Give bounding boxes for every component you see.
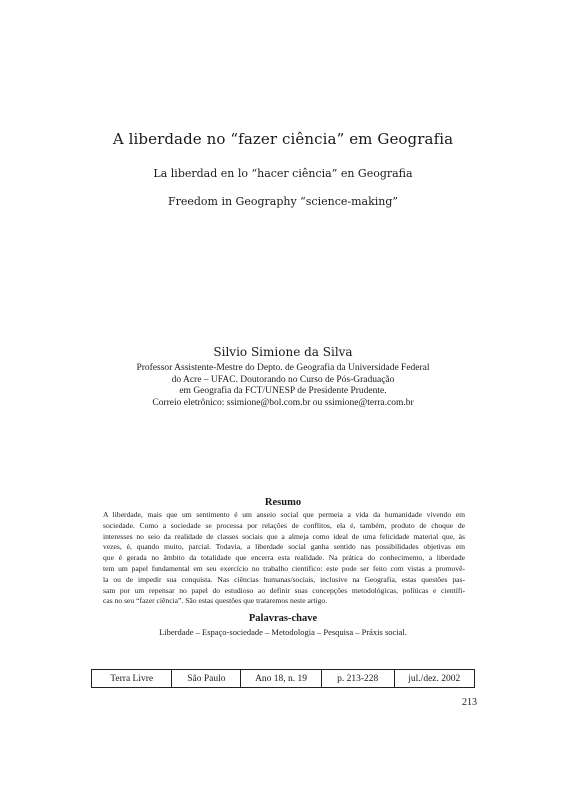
citation-row xyxy=(92,670,475,688)
abstract-line: vezes, é, quando muito, parcial. Todavia, a liberdade social ganha sentido nas possibilidades objetivas em xyxy=(103,542,465,552)
citation-footer-table xyxy=(91,669,475,688)
author-name: Silvio Simione da Silva xyxy=(213,345,353,359)
abstract-line: que é gerada no âmbito da totalidade que encerra esta realidade. Na prática do conhecimento, a liberdade xyxy=(103,553,465,563)
keywords-heading: Palavras-chave xyxy=(248,613,318,624)
affiliation-line: Professor Assistente-Mestre do Depto. de Geografia da Universidade Federal xyxy=(136,363,430,373)
journal-city: São Paulo xyxy=(172,670,241,688)
subtitle-english: Freedom in Geography “science-making” xyxy=(167,195,399,208)
resumo-heading: Resumo xyxy=(264,497,302,508)
journal-name: Terra Livre xyxy=(92,670,172,688)
keywords-list: Liberdade – Espaço-sociedade – Metodologia – Pesquisa – Práxis social. xyxy=(159,627,407,637)
page-number: 213 xyxy=(462,697,477,708)
publication-date: jul./dez. 2002 xyxy=(394,670,474,688)
abstract-line: sam por um repensar no papel do estudioso ao definir suas concepções metodológicas, políticas e científi- xyxy=(103,585,465,595)
subtitle-spanish: La liberdad en lo “hacer ciência” en Geografia xyxy=(153,167,413,180)
affiliation-email: Correio eletrônico: ssimione@bol.com.br ou ssimione@terra.com.br xyxy=(152,397,414,408)
author-affiliation xyxy=(0,363,566,409)
article-title: A liberdade no “fazer ciência” em Geografia xyxy=(112,130,454,148)
affiliation-line: do Acre – UFAC. Doutorando no Curso de Pós-Graduação xyxy=(171,374,395,385)
abstract-line: sociedade. Como a sociedade se processa por relações de conflitos, ela é, também, produto de choque de xyxy=(103,520,465,530)
abstract-body xyxy=(103,510,465,607)
journal-volume: Ano 18, n. 19 xyxy=(241,670,321,688)
abstract-line: A liberdade, mais que um sentimento é um anseio social que permeia a vida da humanidade vivendo em xyxy=(103,510,465,519)
abstract-line: interesses no seio da realidade de classes sociais que a almeja como ideal de uma felicidade material que, às xyxy=(103,531,465,541)
page-range: p. 213-228 xyxy=(321,670,394,688)
abstract-line: la ou de impedir sua conquista. Nas ciências humanas/sociais, inclusive na Geografia, estas questões pas- xyxy=(103,574,465,584)
abstract-line: cas no seu “fazer ciência”. São estas questões que trataremos neste artigo. xyxy=(103,596,328,606)
affiliation-line: em Geografia da FCT/UNESP de Presidente Prudente. xyxy=(179,386,387,396)
abstract-line: tem um papel fundamental em seu exercício no trabalho científico: este pode ser feito com vistas a promovê- xyxy=(103,563,465,573)
